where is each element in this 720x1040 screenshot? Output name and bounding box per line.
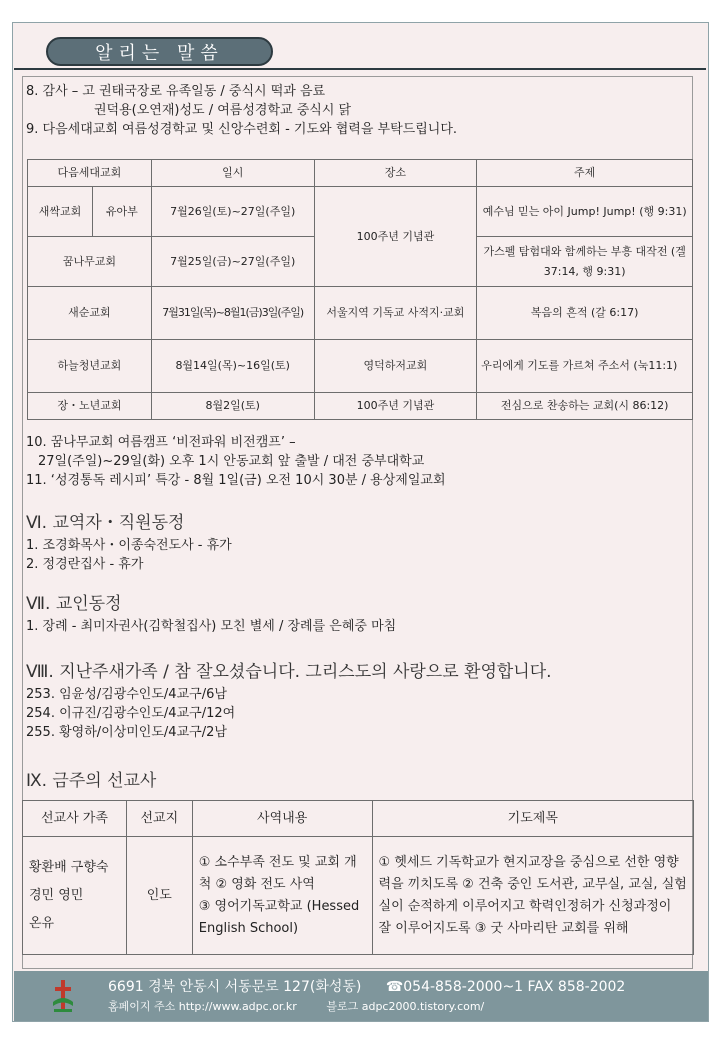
church-cell: 하늘청년교회: [28, 340, 152, 393]
country-cell: 인도: [126, 837, 192, 955]
family-line: 황환배 구향숙: [29, 859, 109, 875]
page-title: 알리는 말씀: [46, 37, 273, 66]
header-family: 선교사 가족: [23, 801, 127, 837]
church-cell: 새순교회: [28, 287, 152, 340]
church-logo-icon: [52, 978, 74, 1014]
header-work: 사역내용: [192, 801, 372, 837]
header-country: 선교지: [126, 801, 192, 837]
table-row: [28, 187, 693, 237]
place-cell: 100주년 기념관: [314, 187, 477, 287]
section-9-title: Ⅸ. 금주의 선교사: [26, 771, 157, 791]
family-line: 경민 영민: [29, 887, 84, 903]
dept-cell: 유아부: [92, 187, 151, 237]
item-8-line-1: 8. 감사 – 고 권태국장로 유족일동 / 중식시 떡과 음료: [26, 84, 326, 99]
footer: [14, 971, 708, 1021]
header-prayer: 기도제목: [372, 801, 693, 837]
table-row: [28, 287, 693, 340]
footer-address: 6691 경북 안동시 서동문로 127(화성동): [108, 979, 362, 995]
homepage-link[interactable]: http://www.adpc.or.kr: [178, 1000, 297, 1013]
new-member-255: 255. 황영하/이상미인도/4교구/2남: [26, 725, 227, 740]
header-place: 장소: [314, 160, 477, 187]
item-10-line-2: 27일(주일)~29일(화) 오후 1시 안동교회 앞 출발 / 대전 중부대학교: [38, 454, 425, 469]
section-6-line-2: 2. 정경란집사 - 휴가: [26, 557, 144, 572]
table-row: [28, 340, 693, 393]
footer-phone: ☎054-858-2000~1 FAX 858-2002: [385, 979, 626, 995]
blog-label: 블로그: [326, 1000, 359, 1013]
date-cell: 7월25일(금)~27일(주일): [151, 237, 314, 287]
date-cell: 8월14일(목)~16일(토): [151, 340, 314, 393]
family-cell: [23, 837, 127, 955]
new-member-254: 254. 이규진/김광수인도/4교구/12여: [26, 706, 236, 721]
item-11: 11. ‘성경통독 레시피’ 특강 - 8월 1일(금) 오전 10시 30분 / 용상제일교회: [26, 473, 446, 488]
missionary-header-row: [23, 801, 694, 837]
item-9: 9. 다음세대교회 여름성경학교 및 신앙수련회 - 기도와 협력을 부탁드립니다.: [26, 122, 458, 137]
work-cell: [192, 837, 372, 955]
schedule-header-row: [28, 160, 693, 187]
theme-cell: 전심으로 찬송하는 교회(시 86:12): [477, 393, 693, 420]
item-10-line-1: 10. 꿈나무교회 여름캠프 ‘비전파워 비전캠프’ –: [26, 435, 296, 450]
header-church: 다음세대교회: [28, 160, 152, 187]
prayer-cell: ① 헷세드 기독학교가 현지교장을 중심으로 선한 영향력을 끼치도록 ② 건축 중인 도서관, 교무실, 교실, 실험실이 순적하게 이루어지고 학력인정허가 신청과정이 잘 이루어지도록 ③ 굿 사마리탄 교회를 위해: [372, 837, 693, 955]
theme-cell: 우리에게 기도를 가르쳐 주소서 (눅11:1): [477, 340, 693, 393]
place-cell: 영덕하저교회: [314, 340, 477, 393]
section-7-title: Ⅶ. 교인동정: [26, 594, 122, 614]
theme-cell: 가스펠 탐험대와 함께하는 부흥 대작전 (겔 37:14, 행 9:31): [477, 237, 693, 287]
section-7-line-1: 1. 장례 - 최미자권사(김학철집사) 모친 별세 / 장례를 은혜중 마침: [26, 619, 397, 634]
header-theme: 주제: [477, 160, 693, 187]
place-cell: 서울지역 기독교 사적지·교회: [314, 287, 477, 340]
section-6-line-1: 1. 조경화목사・이종숙전도사 - 휴가: [26, 538, 232, 553]
header-date: 일시: [151, 160, 314, 187]
homepage-label: 홈페이지 주소: [108, 1000, 176, 1013]
footer-links: [108, 998, 484, 1014]
work-line: ③ 영어기독교학교 (Hessed English School): [198, 898, 360, 936]
section-6-title: Ⅵ. 교역자・직원동정: [26, 513, 185, 533]
blog-link[interactable]: adpc2000.tistory.com/: [361, 1000, 485, 1013]
family-line: 온유: [29, 915, 55, 931]
schedule-table: [27, 159, 693, 420]
table-row: [28, 393, 693, 420]
date-cell: 7월26일(토)~27일(주일): [151, 187, 314, 237]
church-cell: 꿈나무교회: [28, 237, 152, 287]
work-line: ① 소수부족 전도 및 교회 개척 ② 영화 전도 사역: [198, 854, 357, 892]
item-8-line-2: 권덕용(오연재)성도 / 여름성경학교 중식시 닭: [94, 103, 352, 118]
header-divider: [14, 68, 706, 70]
church-cell: 장・노년교회: [28, 393, 152, 420]
theme-cell: 예수님 믿는 아이 Jump! Jump! (행 9:31): [477, 187, 693, 237]
table-row: [23, 837, 694, 955]
church-cell: 새싹교회: [28, 187, 93, 237]
section-8-title: Ⅷ. 지난주새가족 / 참 잘오셨습니다. 그리스도의 사랑으로 환영합니다.: [26, 662, 552, 682]
date-cell: 7월31일(목)~8월1(금)3일(주일): [151, 287, 314, 340]
new-member-253: 253. 임윤성/김광수인도/4교구/6남: [26, 687, 227, 702]
place-cell: 100주년 기념관: [314, 393, 477, 420]
date-cell: 8월2일(토): [151, 393, 314, 420]
footer-contact: [108, 976, 625, 996]
theme-cell: 복음의 흔적 (갈 6:17): [477, 287, 693, 340]
missionary-table: [22, 800, 694, 955]
